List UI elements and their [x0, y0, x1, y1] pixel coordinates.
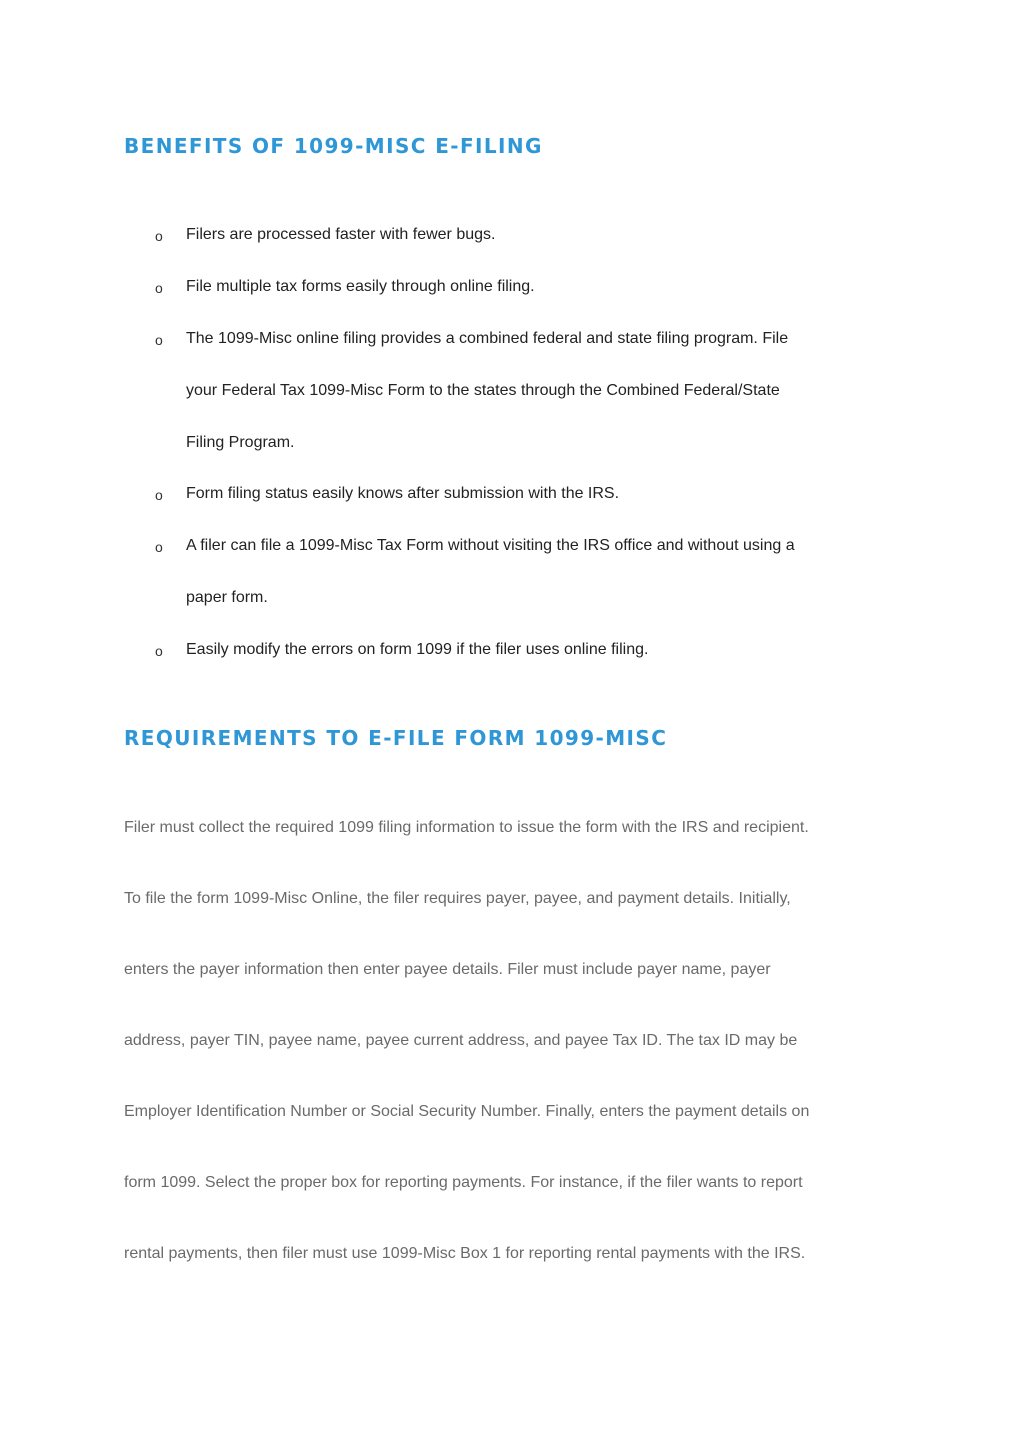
paragraph-line: rental payments, then filer must use 1099-Misc Box 1 for reporting rental payments with the IRS. [124, 1245, 806, 1262]
bullet-text: Filing Program. [186, 434, 295, 451]
paragraph-line: To file the form 1099-Misc Online, the filer requires payer, payee, and payment details. Initially, [124, 890, 791, 907]
bullet-marker: o [155, 280, 163, 296]
paragraph-line: Employer Identification Number or Social Security Number. Finally, enters the payment details on [124, 1103, 810, 1120]
paragraph-line: Filer must collect the required 1099 filing information to issue the form with the IRS and recipient. [124, 819, 809, 836]
bullet-marker: o [155, 332, 163, 348]
section-heading-requirements: REQUIREMENTS TO E-FILE FORM 1099-MISC [124, 726, 668, 750]
bullet-marker: o [155, 539, 163, 555]
section-heading-benefits: BENEFITS OF 1099-MISC E-FILING [124, 134, 543, 158]
bullet-text: Easily modify the errors on form 1099 if the filer uses online filing. [186, 641, 649, 658]
paragraph-line: enters the payer information then enter payee details. Filer must include payer name, payer [124, 961, 771, 978]
bullet-marker: o [155, 487, 163, 503]
bullet-text: Form filing status easily knows after submission with the IRS. [186, 485, 620, 502]
bullet-marker: o [155, 228, 163, 244]
bullet-text: The 1099-Misc online filing provides a combined federal and state filing program. File [186, 330, 789, 347]
bullet-text: paper form. [186, 589, 268, 606]
bullet-marker: o [155, 643, 163, 659]
bullet-text: Filers are processed faster with fewer bugs. [186, 226, 496, 243]
bullet-text: A filer can file a 1099-Misc Tax Form without visiting the IRS office and without using a [186, 537, 795, 554]
paragraph-line: address, payer TIN, payee name, payee current address, and payee Tax ID. The tax ID may be [124, 1032, 798, 1049]
paragraph-line: form 1099. Select the proper box for reporting payments. For instance, if the filer wants to report [124, 1174, 803, 1191]
bullet-text: File multiple tax forms easily through online filing. [186, 278, 535, 295]
bullet-text: your Federal Tax 1099-Misc Form to the states through the Combined Federal/State [186, 382, 780, 399]
